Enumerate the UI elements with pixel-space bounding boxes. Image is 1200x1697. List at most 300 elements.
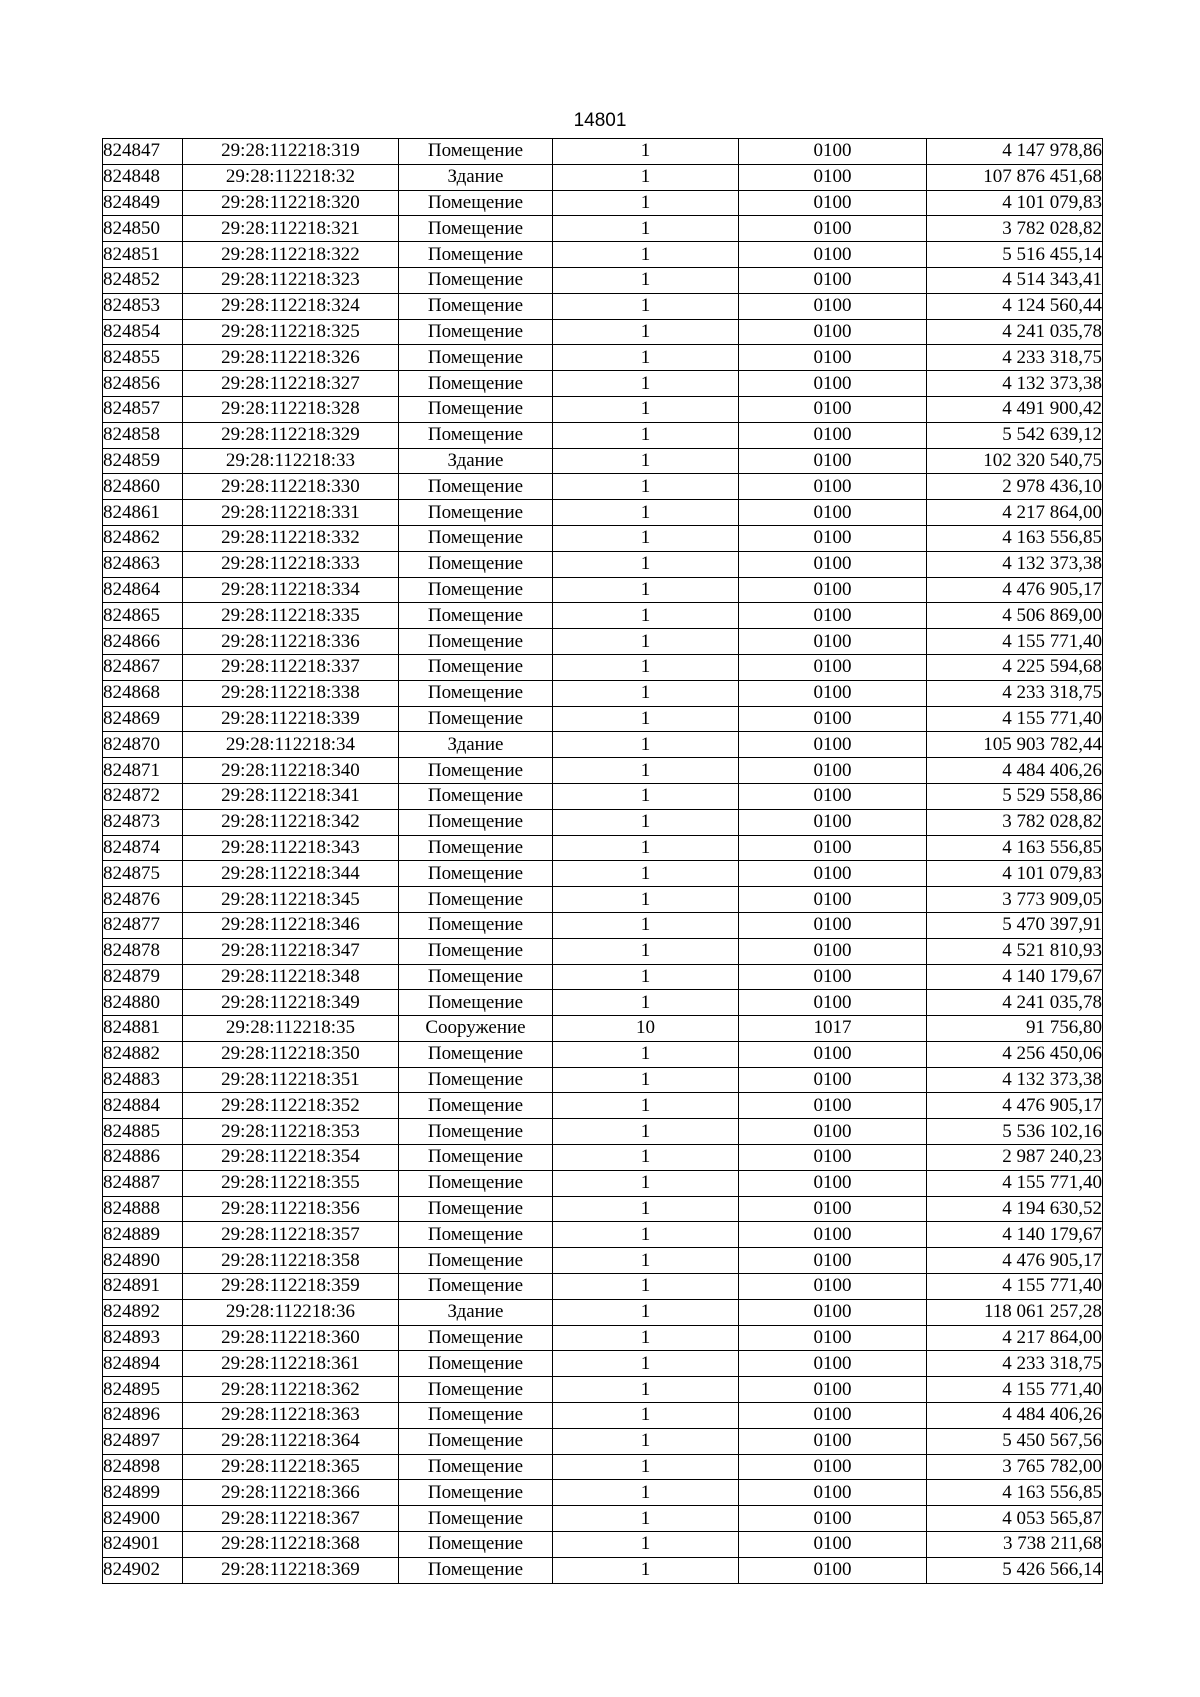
- quantity-cell: 1: [553, 1145, 739, 1171]
- cadastral-value-cell: 91 756,80: [927, 1016, 1103, 1042]
- cadastral-value-cell: 4 233 318,75: [927, 345, 1103, 371]
- object-type-cell: Помещение: [399, 758, 553, 784]
- object-type-cell: Помещение: [399, 1145, 553, 1171]
- quantity-cell: 1: [553, 1403, 739, 1429]
- row-number-cell: 824882: [103, 1041, 183, 1067]
- object-type-cell: Помещение: [399, 1532, 553, 1558]
- object-type-cell: Помещение: [399, 1557, 553, 1583]
- cadastral-number-cell: 29:28:112218:365: [183, 1454, 399, 1480]
- cadastral-value-cell: 4 521 810,93: [927, 938, 1103, 964]
- quantity-cell: 1: [553, 654, 739, 680]
- table-row: [103, 861, 1103, 887]
- code-cell: 0100: [739, 1557, 927, 1583]
- cadastral-number-cell: 29:28:112218:351: [183, 1067, 399, 1093]
- code-cell: 0100: [739, 1351, 927, 1377]
- object-type-cell: Помещение: [399, 938, 553, 964]
- cadastral-number-cell: 29:28:112218:34: [183, 732, 399, 758]
- code-cell: 0100: [739, 267, 927, 293]
- code-cell: 0100: [739, 422, 927, 448]
- cadastral-number-cell: 29:28:112218:342: [183, 809, 399, 835]
- cadastral-number-cell: 29:28:112218:329: [183, 422, 399, 448]
- table-row: [103, 1067, 1103, 1093]
- table-row: [103, 422, 1103, 448]
- cadastral-number-cell: 29:28:112218:332: [183, 525, 399, 551]
- cadastral-number-cell: 29:28:112218:353: [183, 1119, 399, 1145]
- cadastral-value-cell: 4 132 373,38: [927, 371, 1103, 397]
- cadastral-value-cell: 4 132 373,38: [927, 1067, 1103, 1093]
- object-type-cell: Помещение: [399, 293, 553, 319]
- cadastral-number-cell: 29:28:112218:321: [183, 216, 399, 242]
- object-type-cell: Здание: [399, 732, 553, 758]
- object-type-cell: Помещение: [399, 500, 553, 526]
- cadastral-value-cell: 5 426 566,14: [927, 1557, 1103, 1583]
- row-number-cell: 824875: [103, 861, 183, 887]
- quantity-cell: 1: [553, 990, 739, 1016]
- table-row: [103, 938, 1103, 964]
- cadastral-value-cell: 4 225 594,68: [927, 654, 1103, 680]
- cadastral-number-cell: 29:28:112218:367: [183, 1506, 399, 1532]
- object-type-cell: Помещение: [399, 551, 553, 577]
- row-number-cell: 824891: [103, 1274, 183, 1300]
- quantity-cell: 1: [553, 1506, 739, 1532]
- code-cell: 0100: [739, 1067, 927, 1093]
- cadastral-value-cell: 5 536 102,16: [927, 1119, 1103, 1145]
- quantity-cell: 10: [553, 1016, 739, 1042]
- quantity-cell: 1: [553, 706, 739, 732]
- quantity-cell: 1: [553, 964, 739, 990]
- quantity-cell: 1: [553, 371, 739, 397]
- table-row: [103, 1351, 1103, 1377]
- object-type-cell: Помещение: [399, 1067, 553, 1093]
- code-cell: 0100: [739, 448, 927, 474]
- code-cell: 0100: [739, 680, 927, 706]
- table-row: [103, 1403, 1103, 1429]
- cadastral-number-cell: 29:28:112218:363: [183, 1403, 399, 1429]
- quantity-cell: 1: [553, 809, 739, 835]
- cadastral-number-cell: 29:28:112218:338: [183, 680, 399, 706]
- cadastral-number-cell: 29:28:112218:343: [183, 835, 399, 861]
- cadastral-number-cell: 29:28:112218:337: [183, 654, 399, 680]
- table-row: [103, 577, 1103, 603]
- table-row: [103, 1274, 1103, 1300]
- object-type-cell: Помещение: [399, 964, 553, 990]
- table-row: [103, 835, 1103, 861]
- quantity-cell: 1: [553, 1196, 739, 1222]
- object-type-cell: Помещение: [399, 1196, 553, 1222]
- quantity-cell: 1: [553, 1041, 739, 1067]
- table-row: [103, 1016, 1103, 1042]
- code-cell: 0100: [739, 190, 927, 216]
- cadastral-value-cell: 4 147 978,86: [927, 139, 1103, 165]
- row-number-cell: 824861: [103, 500, 183, 526]
- row-number-cell: 824859: [103, 448, 183, 474]
- code-cell: 0100: [739, 1248, 927, 1274]
- code-cell: 0100: [739, 1196, 927, 1222]
- table-row: [103, 1093, 1103, 1119]
- cadastral-number-cell: 29:28:112218:32: [183, 164, 399, 190]
- code-cell: 0100: [739, 964, 927, 990]
- quantity-cell: 1: [553, 474, 739, 500]
- row-number-cell: 824856: [103, 371, 183, 397]
- table-row: [103, 525, 1103, 551]
- quantity-cell: 1: [553, 629, 739, 655]
- code-cell: 0100: [739, 474, 927, 500]
- quantity-cell: 1: [553, 448, 739, 474]
- cadastral-value-cell: 118 061 257,28: [927, 1299, 1103, 1325]
- table-row: [103, 216, 1103, 242]
- object-type-cell: Помещение: [399, 1351, 553, 1377]
- table-row: [103, 1480, 1103, 1506]
- row-number-cell: 824887: [103, 1170, 183, 1196]
- table-row: [103, 448, 1103, 474]
- object-type-cell: Помещение: [399, 1506, 553, 1532]
- cadastral-number-cell: 29:28:112218:354: [183, 1145, 399, 1171]
- row-number-cell: 824871: [103, 758, 183, 784]
- quantity-cell: 1: [553, 680, 739, 706]
- code-cell: 0100: [739, 1428, 927, 1454]
- cadastral-value-cell: 4 241 035,78: [927, 319, 1103, 345]
- row-number-cell: 824890: [103, 1248, 183, 1274]
- row-number-cell: 824863: [103, 551, 183, 577]
- code-cell: 1017: [739, 1016, 927, 1042]
- quantity-cell: 1: [553, 887, 739, 913]
- cadastral-value-cell: 107 876 451,68: [927, 164, 1103, 190]
- object-type-cell: Помещение: [399, 1325, 553, 1351]
- cadastral-number-cell: 29:28:112218:350: [183, 1041, 399, 1067]
- row-number-cell: 824900: [103, 1506, 183, 1532]
- quantity-cell: 1: [553, 1274, 739, 1300]
- object-type-cell: Помещение: [399, 139, 553, 165]
- code-cell: 0100: [739, 216, 927, 242]
- row-number-cell: 824893: [103, 1325, 183, 1351]
- cadastral-value-cell: 3 773 909,05: [927, 887, 1103, 913]
- quantity-cell: 1: [553, 293, 739, 319]
- row-number-cell: 824877: [103, 912, 183, 938]
- table-row: [103, 1248, 1103, 1274]
- table-row: [103, 267, 1103, 293]
- code-cell: 0100: [739, 1041, 927, 1067]
- cadastral-number-cell: 29:28:112218:323: [183, 267, 399, 293]
- object-type-cell: Помещение: [399, 1403, 553, 1429]
- code-cell: 0100: [739, 242, 927, 268]
- code-cell: 0100: [739, 1274, 927, 1300]
- quantity-cell: 1: [553, 1557, 739, 1583]
- table-row: [103, 809, 1103, 835]
- code-cell: 0100: [739, 706, 927, 732]
- cadastral-value-cell: 4 484 406,26: [927, 758, 1103, 784]
- cadastral-number-cell: 29:28:112218:333: [183, 551, 399, 577]
- object-type-cell: Помещение: [399, 680, 553, 706]
- quantity-cell: 1: [553, 1532, 739, 1558]
- table-row: [103, 396, 1103, 422]
- quantity-cell: 1: [553, 783, 739, 809]
- code-cell: 0100: [739, 1403, 927, 1429]
- cadastral-value-cell: 4 506 869,00: [927, 603, 1103, 629]
- row-number-cell: 824901: [103, 1532, 183, 1558]
- table-row: [103, 912, 1103, 938]
- code-cell: 0100: [739, 938, 927, 964]
- table-row: [103, 500, 1103, 526]
- cadastral-number-cell: 29:28:112218:347: [183, 938, 399, 964]
- table-row: [103, 1299, 1103, 1325]
- quantity-cell: 1: [553, 190, 739, 216]
- object-type-cell: Помещение: [399, 887, 553, 913]
- quantity-cell: 1: [553, 319, 739, 345]
- object-type-cell: Помещение: [399, 912, 553, 938]
- code-cell: 0100: [739, 139, 927, 165]
- cadastral-value-cell: 4 241 035,78: [927, 990, 1103, 1016]
- object-type-cell: Помещение: [399, 1222, 553, 1248]
- table-row: [103, 242, 1103, 268]
- cadastral-value-cell: 4 163 556,85: [927, 835, 1103, 861]
- cadastral-value-cell: 2 978 436,10: [927, 474, 1103, 500]
- row-number-cell: 824884: [103, 1093, 183, 1119]
- cadastral-value-cell: 4 101 079,83: [927, 190, 1103, 216]
- code-cell: 0100: [739, 783, 927, 809]
- code-cell: 0100: [739, 1325, 927, 1351]
- object-type-cell: Помещение: [399, 319, 553, 345]
- table-row: [103, 1041, 1103, 1067]
- table-row: [103, 706, 1103, 732]
- code-cell: 0100: [739, 396, 927, 422]
- cadastral-value-cell: 3 765 782,00: [927, 1454, 1103, 1480]
- code-cell: 0100: [739, 861, 927, 887]
- cadastral-value-cell: 4 514 343,41: [927, 267, 1103, 293]
- table-row: [103, 1506, 1103, 1532]
- cadastral-number-cell: 29:28:112218:359: [183, 1274, 399, 1300]
- cadastral-number-cell: 29:28:112218:327: [183, 371, 399, 397]
- row-number-cell: 824876: [103, 887, 183, 913]
- code-cell: 0100: [739, 164, 927, 190]
- row-number-cell: 824879: [103, 964, 183, 990]
- cadastral-number-cell: 29:28:112218:357: [183, 1222, 399, 1248]
- object-type-cell: Помещение: [399, 1170, 553, 1196]
- quantity-cell: 1: [553, 1093, 739, 1119]
- cadastral-number-cell: 29:28:112218:344: [183, 861, 399, 887]
- code-cell: 0100: [739, 1532, 927, 1558]
- quantity-cell: 1: [553, 1428, 739, 1454]
- object-type-cell: Помещение: [399, 1428, 553, 1454]
- row-number-cell: 824885: [103, 1119, 183, 1145]
- row-number-cell: 824873: [103, 809, 183, 835]
- row-number-cell: 824855: [103, 345, 183, 371]
- object-type-cell: Помещение: [399, 654, 553, 680]
- quantity-cell: 1: [553, 912, 739, 938]
- table-row: [103, 551, 1103, 577]
- cadastral-value-cell: 4 256 450,06: [927, 1041, 1103, 1067]
- table-row: [103, 371, 1103, 397]
- code-cell: 0100: [739, 1480, 927, 1506]
- cadastral-value-cell: 5 516 455,14: [927, 242, 1103, 268]
- code-cell: 0100: [739, 551, 927, 577]
- code-cell: 0100: [739, 1145, 927, 1171]
- cadastral-number-cell: 29:28:112218:366: [183, 1480, 399, 1506]
- code-cell: 0100: [739, 525, 927, 551]
- row-number-cell: 824869: [103, 706, 183, 732]
- row-number-cell: 824862: [103, 525, 183, 551]
- quantity-cell: 1: [553, 577, 739, 603]
- row-number-cell: 824883: [103, 1067, 183, 1093]
- table-row: [103, 783, 1103, 809]
- cadastral-number-cell: 29:28:112218:331: [183, 500, 399, 526]
- code-cell: 0100: [739, 1119, 927, 1145]
- cadastral-number-cell: 29:28:112218:352: [183, 1093, 399, 1119]
- object-type-cell: Здание: [399, 164, 553, 190]
- object-type-cell: Помещение: [399, 629, 553, 655]
- quantity-cell: 1: [553, 345, 739, 371]
- cadastral-value-cell: 5 470 397,91: [927, 912, 1103, 938]
- row-number-cell: 824849: [103, 190, 183, 216]
- quantity-cell: 1: [553, 396, 739, 422]
- table-row: [103, 758, 1103, 784]
- object-type-cell: Помещение: [399, 835, 553, 861]
- quantity-cell: 1: [553, 1222, 739, 1248]
- quantity-cell: 1: [553, 1067, 739, 1093]
- cadastral-value-cell: 4 217 864,00: [927, 500, 1103, 526]
- row-number-cell: 824874: [103, 835, 183, 861]
- row-number-cell: 824851: [103, 242, 183, 268]
- cadastral-value-cell: 4 132 373,38: [927, 551, 1103, 577]
- table-row: [103, 680, 1103, 706]
- cadastral-value-cell: 102 320 540,75: [927, 448, 1103, 474]
- cadastral-number-cell: 29:28:112218:325: [183, 319, 399, 345]
- cadastral-number-cell: 29:28:112218:345: [183, 887, 399, 913]
- cadastral-value-cell: 2 987 240,23: [927, 1145, 1103, 1171]
- object-type-cell: Помещение: [399, 216, 553, 242]
- cadastral-number-cell: 29:28:112218:326: [183, 345, 399, 371]
- object-type-cell: Помещение: [399, 525, 553, 551]
- quantity-cell: 1: [553, 1454, 739, 1480]
- quantity-cell: 1: [553, 732, 739, 758]
- row-number-cell: 824878: [103, 938, 183, 964]
- cadastral-value-cell: 4 155 771,40: [927, 629, 1103, 655]
- object-type-cell: Помещение: [399, 1274, 553, 1300]
- code-cell: 0100: [739, 912, 927, 938]
- object-type-cell: Помещение: [399, 345, 553, 371]
- code-cell: 0100: [739, 1299, 927, 1325]
- cadastral-number-cell: 29:28:112218:369: [183, 1557, 399, 1583]
- cadastral-number-cell: 29:28:112218:330: [183, 474, 399, 500]
- quantity-cell: 1: [553, 1170, 739, 1196]
- table-row: [103, 1145, 1103, 1171]
- object-type-cell: Здание: [399, 448, 553, 474]
- table-row: [103, 1222, 1103, 1248]
- quantity-cell: 1: [553, 267, 739, 293]
- row-number-cell: 824847: [103, 139, 183, 165]
- table-row: [103, 1557, 1103, 1583]
- quantity-cell: 1: [553, 525, 739, 551]
- code-cell: 0100: [739, 758, 927, 784]
- cadastral-number-cell: 29:28:112218:356: [183, 1196, 399, 1222]
- cadastral-number-cell: 29:28:112218:355: [183, 1170, 399, 1196]
- cadastral-value-cell: 4 233 318,75: [927, 1351, 1103, 1377]
- object-type-cell: Помещение: [399, 1454, 553, 1480]
- object-type-cell: Помещение: [399, 1093, 553, 1119]
- code-cell: 0100: [739, 319, 927, 345]
- row-number-cell: 824854: [103, 319, 183, 345]
- row-number-cell: 824852: [103, 267, 183, 293]
- cadastral-number-cell: 29:28:112218:346: [183, 912, 399, 938]
- cadastral-number-cell: 29:28:112218:35: [183, 1016, 399, 1042]
- quantity-cell: 1: [553, 938, 739, 964]
- table-row: [103, 964, 1103, 990]
- code-cell: 0100: [739, 887, 927, 913]
- object-type-cell: Помещение: [399, 371, 553, 397]
- cadastral-value-cell: 4 053 565,87: [927, 1506, 1103, 1532]
- table-row: [103, 474, 1103, 500]
- table-row: [103, 990, 1103, 1016]
- cadastral-number-cell: 29:28:112218:368: [183, 1532, 399, 1558]
- object-type-cell: Помещение: [399, 267, 553, 293]
- table-row: [103, 629, 1103, 655]
- object-type-cell: Помещение: [399, 474, 553, 500]
- cadastral-value-cell: 3 738 211,68: [927, 1532, 1103, 1558]
- cadastral-value-cell: 5 542 639,12: [927, 422, 1103, 448]
- table-row: [103, 139, 1103, 165]
- table-row: [103, 654, 1103, 680]
- table-body: [103, 139, 1103, 1584]
- row-number-cell: 824888: [103, 1196, 183, 1222]
- object-type-cell: Помещение: [399, 1041, 553, 1067]
- cadastral-value-cell: 4 101 079,83: [927, 861, 1103, 887]
- code-cell: 0100: [739, 1377, 927, 1403]
- row-number-cell: 824892: [103, 1299, 183, 1325]
- object-type-cell: Помещение: [399, 861, 553, 887]
- code-cell: 0100: [739, 371, 927, 397]
- code-cell: 0100: [739, 603, 927, 629]
- table-row: [103, 190, 1103, 216]
- quantity-cell: 1: [553, 835, 739, 861]
- quantity-cell: 1: [553, 139, 739, 165]
- cadastral-number-cell: 29:28:112218:364: [183, 1428, 399, 1454]
- cadastral-number-cell: 29:28:112218:339: [183, 706, 399, 732]
- code-cell: 0100: [739, 500, 927, 526]
- row-number-cell: 824889: [103, 1222, 183, 1248]
- row-number-cell: 824895: [103, 1377, 183, 1403]
- quantity-cell: 1: [553, 1377, 739, 1403]
- quantity-cell: 1: [553, 216, 739, 242]
- code-cell: 0100: [739, 293, 927, 319]
- code-cell: 0100: [739, 990, 927, 1016]
- cadastral-number-cell: 29:28:112218:33: [183, 448, 399, 474]
- object-type-cell: Помещение: [399, 577, 553, 603]
- row-number-cell: 824860: [103, 474, 183, 500]
- cadastral-number-cell: 29:28:112218:335: [183, 603, 399, 629]
- code-cell: 0100: [739, 1454, 927, 1480]
- object-type-cell: Помещение: [399, 242, 553, 268]
- row-number-cell: 824868: [103, 680, 183, 706]
- cadastral-value-cell: 5 529 558,86: [927, 783, 1103, 809]
- quantity-cell: 1: [553, 500, 739, 526]
- cadastral-value-cell: 4 155 771,40: [927, 706, 1103, 732]
- cadastral-value-cell: 3 782 028,82: [927, 216, 1103, 242]
- row-number-cell: 824866: [103, 629, 183, 655]
- row-number-cell: 824865: [103, 603, 183, 629]
- cadastral-number-cell: 29:28:112218:348: [183, 964, 399, 990]
- object-type-cell: Помещение: [399, 422, 553, 448]
- row-number-cell: 824897: [103, 1428, 183, 1454]
- cadastral-number-cell: 29:28:112218:324: [183, 293, 399, 319]
- table-row: [103, 1170, 1103, 1196]
- code-cell: 0100: [739, 345, 927, 371]
- row-number-cell: 824853: [103, 293, 183, 319]
- object-type-cell: Помещение: [399, 1119, 553, 1145]
- quantity-cell: 1: [553, 422, 739, 448]
- cadastral-value-cell: 105 903 782,44: [927, 732, 1103, 758]
- table-row: [103, 1428, 1103, 1454]
- quantity-cell: 1: [553, 1325, 739, 1351]
- quantity-cell: 1: [553, 551, 739, 577]
